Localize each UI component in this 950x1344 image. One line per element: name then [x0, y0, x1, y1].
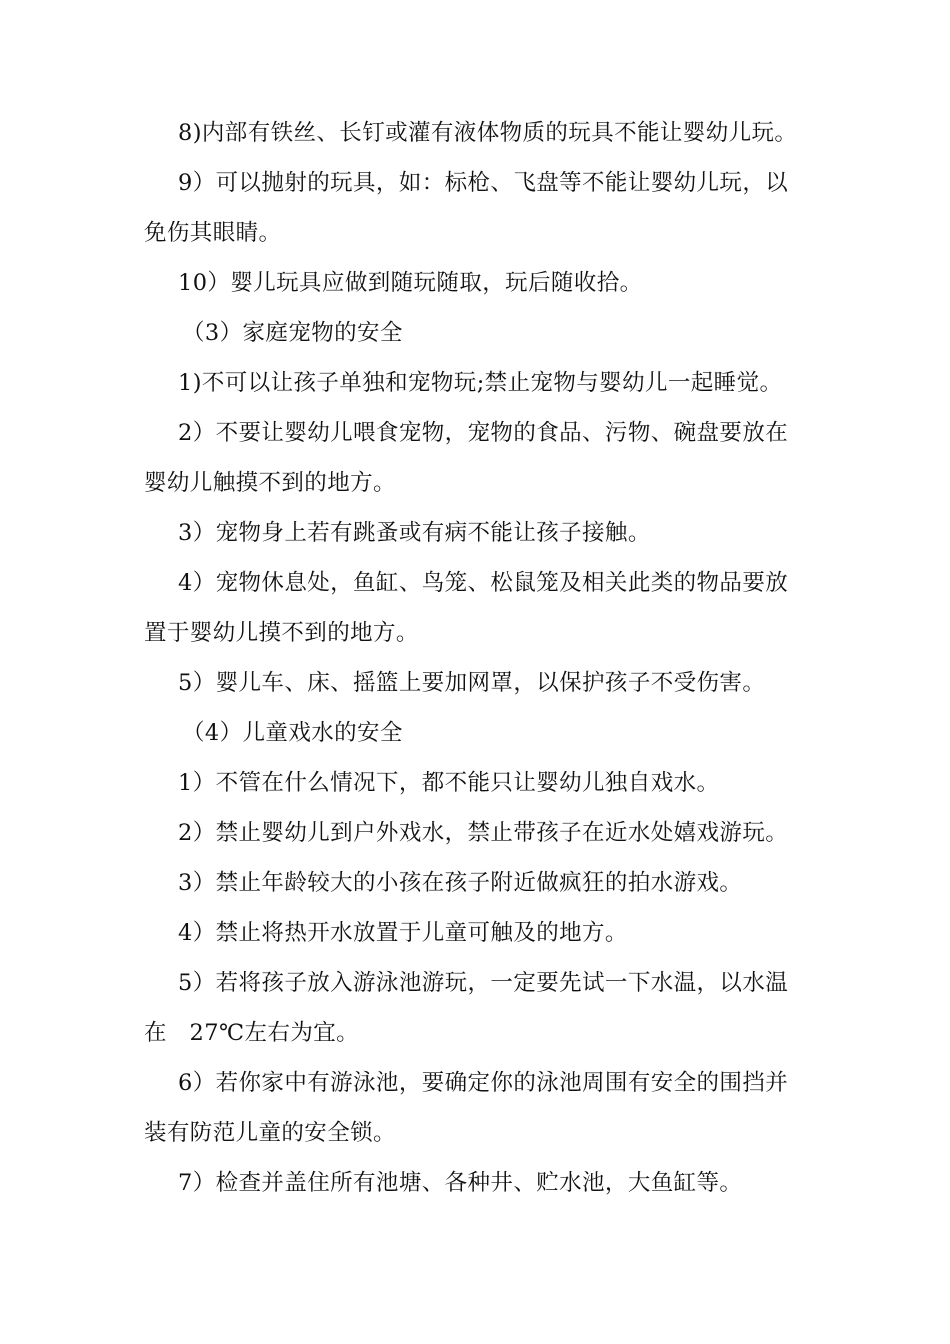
text-line: 5）婴儿车、床、摇篮上要加网罩，以保护孩子不受伤害。	[178, 670, 766, 696]
text-line: 1）不管在什么情况下，都不能只让婴幼儿独自戏水。	[178, 770, 720, 796]
text-line: 置于婴幼儿摸不到的地方。	[144, 620, 419, 646]
text-line: 免伤其眼睛。	[144, 220, 282, 246]
text-line: 1)不可以让孩子单独和宠物玩;禁止宠物与婴幼儿一起睡觉。	[178, 370, 783, 396]
text-line: 5）若将孩子放入游泳池游玩，一定要先试一下水温，以水温	[178, 970, 789, 996]
text-line: 8)内部有铁丝、长钉或灌有液体物质的玩具不能让婴幼儿玩。	[178, 120, 798, 146]
text-line: 2）不要让婴幼儿喂食宠物，宠物的食品、污物、碗盘要放在	[178, 420, 789, 446]
text-line: 装有防范儿童的安全锁。	[144, 1120, 396, 1146]
section-heading: （4）儿童戏水的安全	[182, 720, 403, 746]
text-line: 4）宠物休息处，鱼缸、鸟笼、松鼠笼及相关此类的物品要放	[178, 570, 789, 596]
text-line: 6）若你家中有游泳池，要确定你的泳池周围有安全的围挡并	[178, 1070, 789, 1096]
text-line: 9）可以抛射的玩具，如：标枪、飞盘等不能让婴幼儿玩，以	[178, 170, 789, 196]
section-heading: （3）家庭宠物的安全	[182, 320, 403, 346]
text-line: 7）检查并盖住所有池塘、各种井、贮水池，大鱼缸等。	[178, 1170, 743, 1196]
text-line: 在 27℃左右为宜。	[144, 1020, 360, 1046]
text-line: 3）禁止年龄较大的小孩在孩子附近做疯狂的拍水游戏。	[178, 870, 743, 896]
text-line: 婴幼儿触摸不到的地方。	[144, 470, 396, 496]
text-line: 3）宠物身上若有跳蚤或有病不能让孩子接触。	[178, 520, 651, 546]
text-line: 10）婴儿玩具应做到随玩随取，玩后随收拾。	[178, 270, 643, 296]
text-line: 2）禁止婴幼儿到户外戏水，禁止带孩子在近水处嬉戏游玩。	[178, 820, 789, 846]
text-line: 4）禁止将热开水放置于儿童可触及的地方。	[178, 920, 628, 946]
